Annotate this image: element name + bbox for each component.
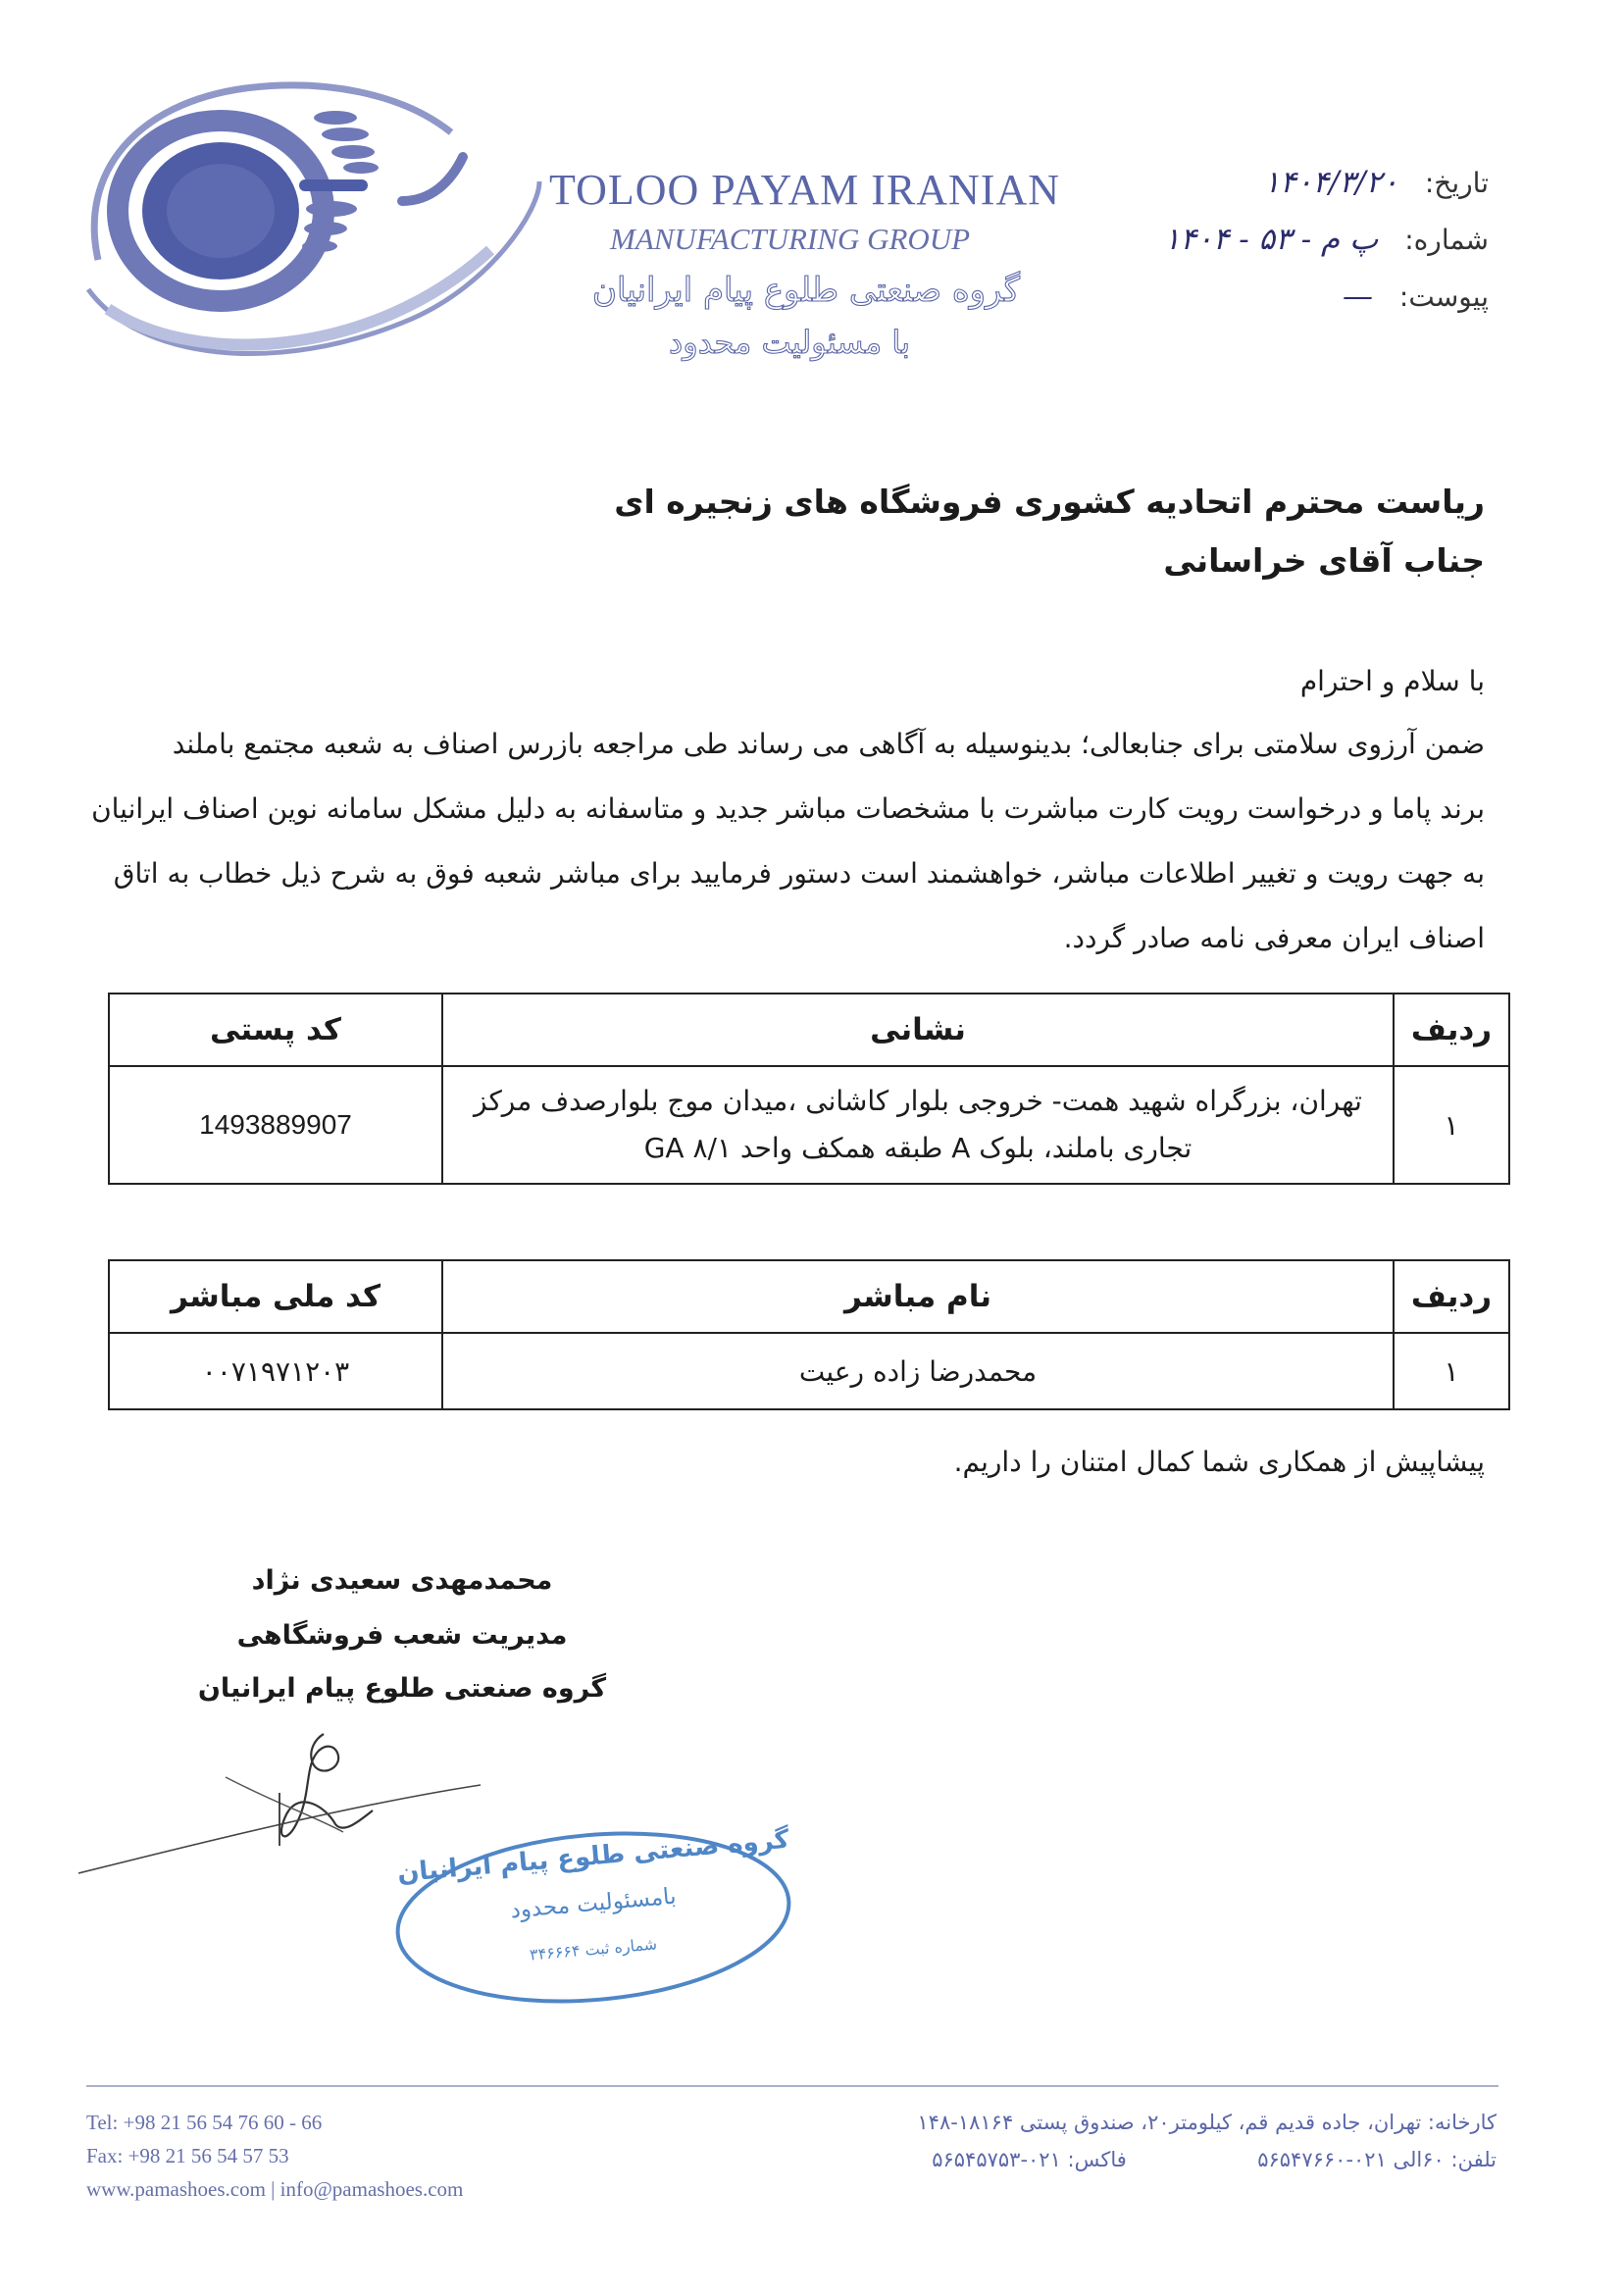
footer-phones bbox=[614, 2148, 1497, 2171]
header-row-index: ردیف bbox=[1394, 1260, 1509, 1333]
postal-code-cell: 1493889907 bbox=[109, 1066, 442, 1184]
recipient-line-1: ریاست محترم اتحادیه کشوری فروشگاه های زنجیره ای bbox=[614, 483, 1485, 521]
row-index: ۱ bbox=[1394, 1333, 1509, 1409]
header-postal-code: کد پستی bbox=[109, 994, 442, 1066]
footer-fax: Fax: +98 21 56 54 57 53 bbox=[86, 2144, 289, 2167]
body-line-3: به جهت رویت و تغییر اطلاعات مباشر، خواهشمند است دستور فرمایید برای مباشر شعبه فوق به شرح ذیل خطاب به اتاق bbox=[113, 857, 1485, 890]
address-line-1: تهران، بزرگراه شهید همت- خروجی بلوار کاشانی ،میدان موج بلوارصدف مرکز bbox=[474, 1085, 1362, 1117]
number-label: شماره: bbox=[1404, 224, 1489, 256]
company-name-en: TOLOO PAYAM IRANIAN bbox=[549, 166, 1061, 214]
number-value: پ م - ۵۳ - ۱۴۰۴ bbox=[1163, 222, 1379, 257]
stamp-line-1: گروه صنعتی طلوع پیام ایرانیان bbox=[396, 1824, 790, 1889]
national-id-cell: ۰۰۷۱۹۷۱۲۰۳ bbox=[109, 1333, 442, 1409]
stamp-line-3: شماره ثبت ۳۴۶۶۶۴ bbox=[529, 1934, 658, 1964]
agent-table bbox=[108, 1259, 1510, 1410]
header-agent-name: نام مباشر bbox=[442, 1260, 1394, 1333]
company-logo-icon bbox=[78, 64, 549, 378]
stamp-line-2: بامسئولیت محدود bbox=[509, 1883, 678, 1924]
body-line-2: برند پاما و درخواست رویت کارت مباشرت با مشخصات مباشر جدید و متاسفانه به دلیل مشکل سامانه نوین اصناف ایرانیان bbox=[91, 792, 1485, 825]
signer-company: گروه صنعتی طلوع پیام ایرانیان bbox=[197, 1673, 607, 1704]
header-national-id: کد ملی مباشر bbox=[109, 1260, 442, 1333]
attachment-label: پیوست: bbox=[1398, 280, 1489, 313]
company-name-fa: گروه صنعتی طلوع پیام ایرانیان bbox=[591, 271, 1020, 310]
address-cell bbox=[442, 1066, 1394, 1184]
date-row bbox=[1263, 165, 1489, 200]
footer-tel: Tel: +98 21 56 54 76 60 - 66 bbox=[86, 2111, 323, 2134]
signer-name: محمدمهدی سعیدی نژاد bbox=[251, 1565, 553, 1596]
body-line-1: ضمن آرزوی سلامتی برای جنابعالی؛ بدینوسیله به آگاهی می رساند طی مراجعه بازرس اصناف به شعبه مجتمع باملند bbox=[172, 728, 1485, 760]
recipient-line-2: جناب آقای خراسانی bbox=[1163, 541, 1485, 580]
footer-factory-address: کارخانه: تهران، جاده قدیم قم، کیلومتر۲۰، صندوق پستی ۱۸۱۶۴-۱۴۸ bbox=[917, 2111, 1497, 2134]
footer-phone-fa: تلفن: ۶۰الی ۰۲۱-۵۶۵۴۷۶۶۰ bbox=[1257, 2148, 1497, 2171]
table-header-row bbox=[109, 994, 1509, 1066]
greeting: با سلام و احترام bbox=[1299, 665, 1485, 697]
footer-divider bbox=[86, 2085, 1498, 2087]
footer-web[interactable]: www.pamashoes.com | info@pamashoes.com bbox=[86, 2177, 464, 2201]
row-index: ۱ bbox=[1394, 1066, 1509, 1184]
number-row bbox=[1164, 222, 1489, 257]
header-address: نشانی bbox=[442, 994, 1394, 1066]
date-value: ۱۴۰۴/۳/۲۰ bbox=[1263, 165, 1398, 200]
address-table bbox=[108, 993, 1510, 1185]
table-header-row bbox=[109, 1260, 1509, 1333]
signer-title: مدیریت شعب فروشگاهی bbox=[236, 1620, 568, 1651]
company-subtitle-en: MANUFACTURING GROUP bbox=[610, 222, 971, 256]
agent-name-cell: محمدرضا زاده رعیت bbox=[442, 1333, 1394, 1409]
date-label: تاریخ: bbox=[1424, 167, 1489, 199]
closing-line: پیشاپیش از همکاری شما کمال امتنان را داریم. bbox=[953, 1446, 1485, 1478]
footer-fax-fa: فاکس: ۰۲۱-۵۶۵۴۵۷۵۳ bbox=[932, 2148, 1127, 2171]
body-line-4: اصناف ایران معرفی نامه صادر گردد. bbox=[1063, 922, 1485, 954]
attachment-value: — bbox=[1342, 279, 1373, 314]
company-llc-fa: با مسئولیت محدود bbox=[669, 324, 910, 361]
table-row bbox=[109, 1066, 1509, 1184]
header-row-index: ردیف bbox=[1394, 994, 1509, 1066]
table-row bbox=[109, 1333, 1509, 1409]
attachment-row bbox=[1343, 279, 1489, 314]
address-line-2: تجاری باملند، بلوک A طبقه همکف واحد GA ۸/۱ bbox=[643, 1132, 1193, 1164]
